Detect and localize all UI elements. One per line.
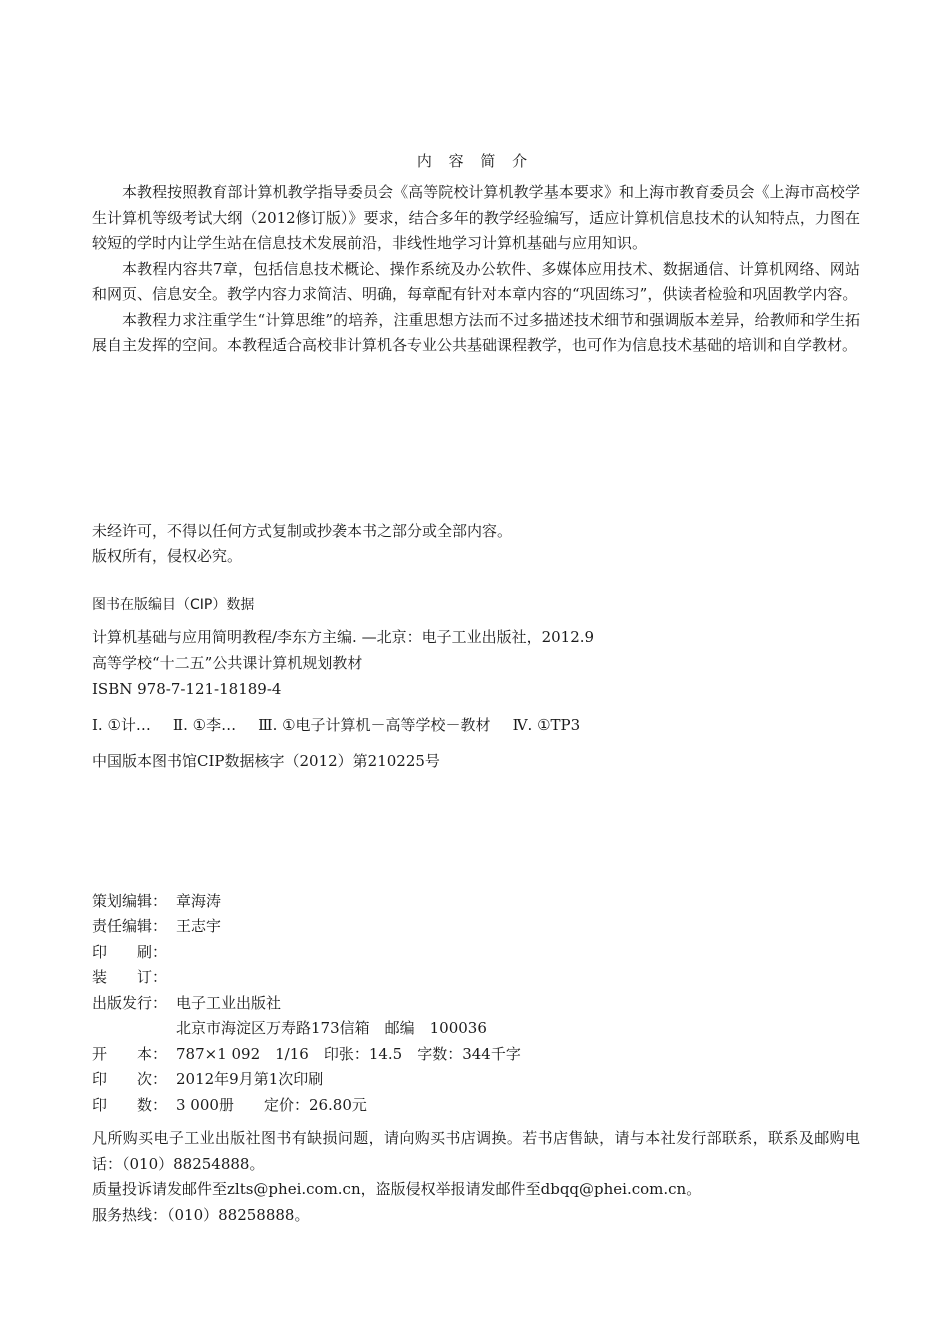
cip-isbn: ISBN 978-7-121-18189-4 [92, 680, 282, 698]
imprint-label: 策划编辑： [92, 892, 168, 910]
imprint-value: 北京市海淀区万寿路173信箱 邮编 100036 [176, 1019, 487, 1037]
imprint-row [92, 915, 221, 936]
imprint-label: 责任编辑： [92, 917, 168, 935]
imprint-label: 开 本： [92, 1045, 168, 1063]
purchase-notice [92, 1126, 860, 1228]
service-hotline: 服务热线：（010）88258888。 [92, 1205, 310, 1224]
imprint-row [92, 941, 176, 962]
cip-heading: 图书在版编目（CIP）数据 [92, 597, 255, 613]
imprint-row [92, 1068, 323, 1089]
imprint-label: 装 订： [92, 968, 168, 986]
return-notice: 凡所购买电子工业出版社图书有缺损问题，请向购买书店调换。若书店售缺，请与本社发行部联系，联系及邮购电话：（010）88254888。 [92, 1129, 860, 1173]
imprint-label: 印 数： [92, 1096, 168, 1114]
cip-series-line: 高等学校“十二五”公共课计算机规划教材 [92, 654, 363, 672]
imprint-row [92, 890, 221, 911]
imprint-row [92, 1094, 367, 1115]
intro-paragraph-2: 本教程内容共7章，包括信息技术概论、操作系统及办公软件、多媒体应用技术、数据通信、计算机网络、网站和网页、信息安全。教学内容力求简洁、明确，每章配有针对本章内容的“巩固练习”，供读者检验和巩固教学内容。 [92, 259, 860, 303]
intro-paragraph-1: 本教程按照教育部计算机教学指导委员会《高等院校计算机教学基本要求》和上海市教育委员会《上海市高校学生计算机等级考试大纲（2012修订版）》要求，结合多年的教学经验编写，适应计算机信息技术的认知特点，力图在较短的学时内让学生站在信息技术发展前沿，非线性地学习计算机基础与应用知识。 [92, 183, 860, 252]
imprint-row [92, 1043, 521, 1064]
imprint-row [92, 966, 176, 987]
cip-classification [92, 714, 602, 735]
cip-class-1: Ⅰ. ①计… [92, 716, 151, 734]
imprint-value: 章海涛 [176, 892, 222, 910]
imprint-label: 印 刷： [92, 943, 168, 961]
imprint-value: 787×1 092 1/16 印张：14.5 字数：344千字 [176, 1045, 521, 1063]
imprint-value: 电子工业出版社 [176, 994, 282, 1012]
cip-class-2: Ⅱ. ①李… [172, 716, 237, 734]
rights-reserved: 版权所有，侵权必究。 [92, 547, 243, 565]
imprint-row [92, 1017, 487, 1038]
imprint-label: 出版发行： [92, 994, 168, 1012]
copyright-warning: 未经许可，不得以任何方式复制或抄袭本书之部分或全部内容。 [92, 522, 513, 540]
intro-paragraph-3: 本教程力求注重学生“计算思维”的培养，注重思想方法而不过多描述技术细节和强调版本差异，给教师和学生拓展自主发挥的空间。本教程适合高校非计算机各专业公共基础课程教学，也可作为信息技术基础的培训和自学教材。 [92, 310, 860, 354]
imprint-value: 2012年9月第1次印刷 [176, 1070, 324, 1088]
imprint-row [92, 992, 281, 1013]
cip-record: 中国版本图书馆CIP数据核字（2012）第210225号 [92, 752, 440, 770]
cip-title-line: 计算机基础与应用简明教程/李东方主编. —北京：电子工业出版社，2012.9 [92, 628, 595, 646]
intro-title: 内 容 简 介 [416, 152, 534, 170]
cip-class-4: Ⅳ. ①TP3 [512, 716, 581, 734]
complaint-email-notice: 质量投诉请发邮件至zlts@phei.com.cn，盗版侵权举报请发邮件至dbqq@phei.com.cn。 [92, 1180, 702, 1198]
imprint-value: 王志宇 [176, 917, 222, 935]
intro-body [92, 180, 860, 359]
imprint-label: 印 次： [92, 1070, 168, 1088]
imprint-value: 3 000册 定价：26.80元 [176, 1096, 367, 1114]
cip-class-3: Ⅲ. ①电子计算机－高等学校－教材 [258, 716, 491, 734]
